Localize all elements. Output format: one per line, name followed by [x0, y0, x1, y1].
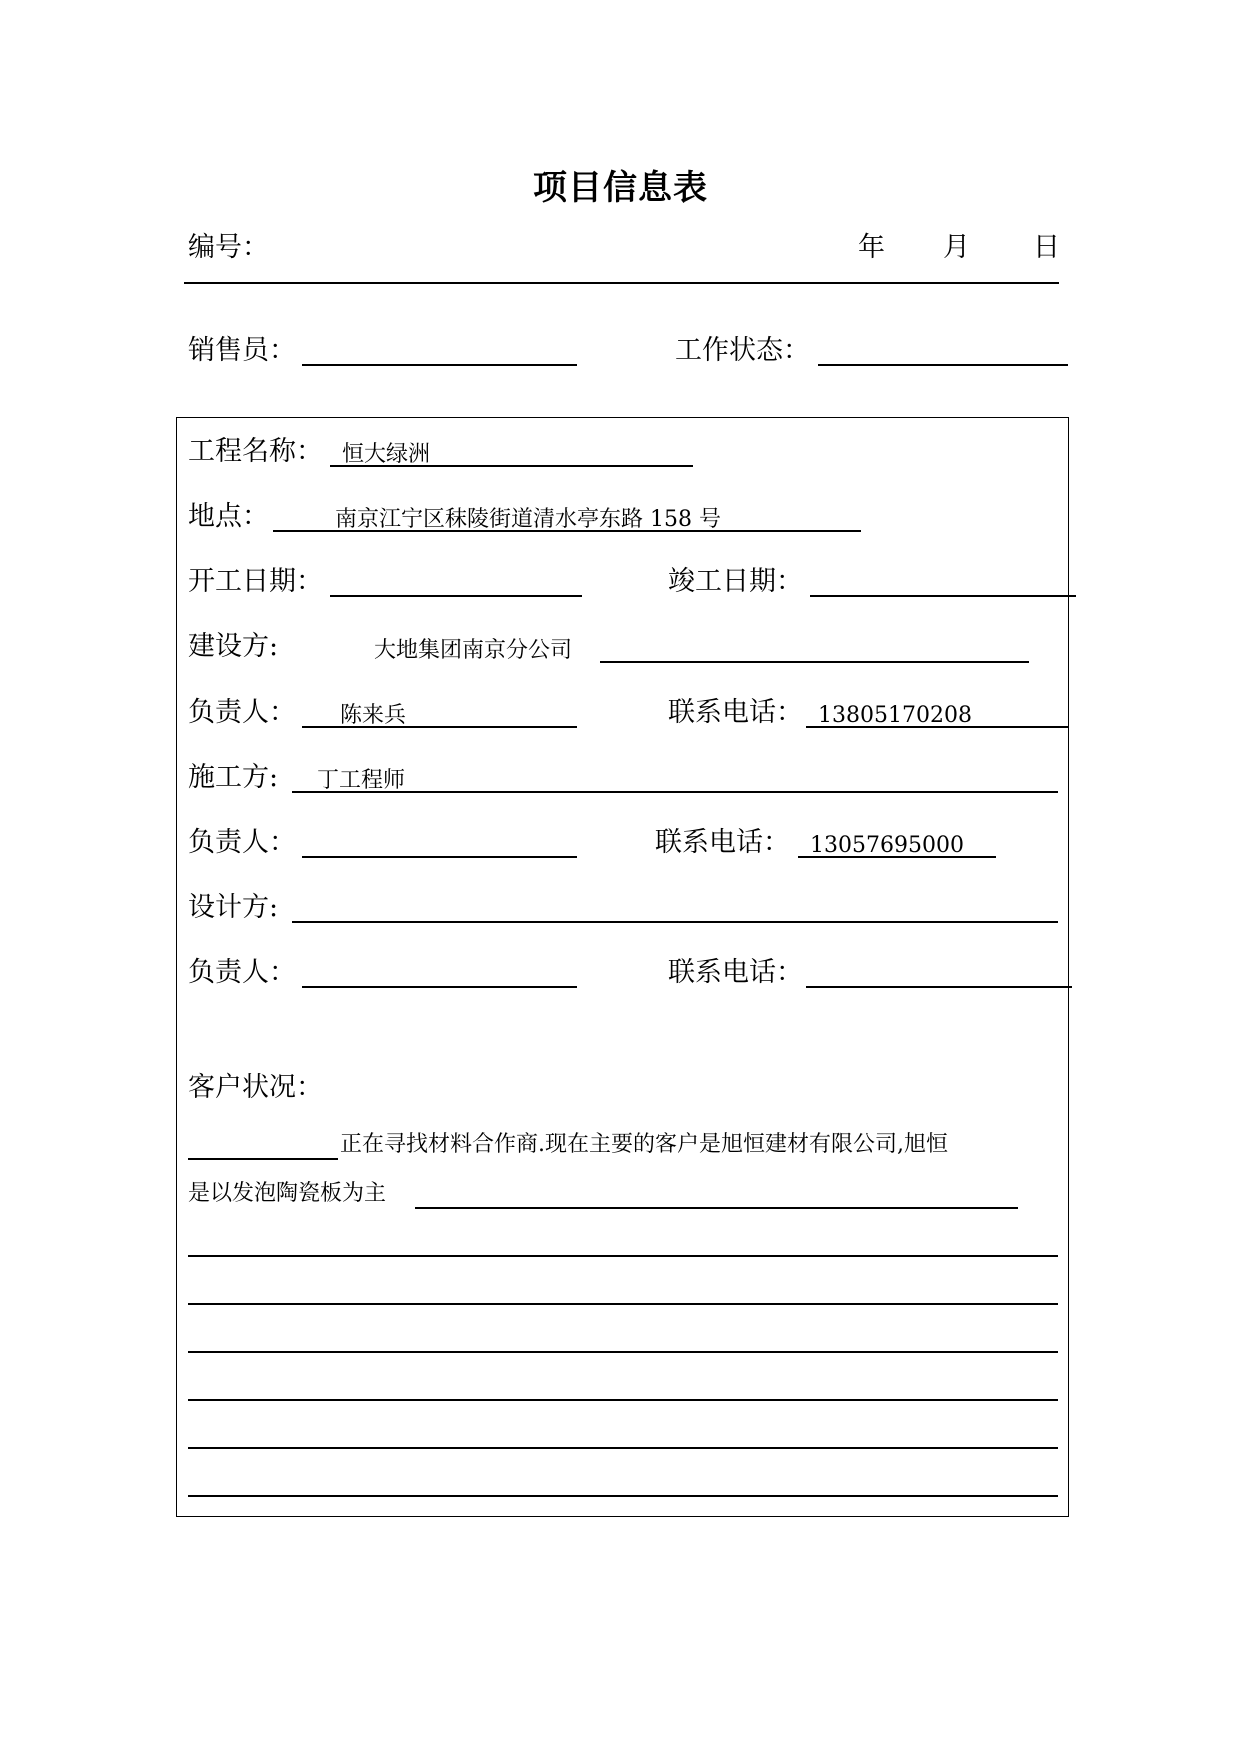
day-label: 日 — [1033, 232, 1060, 263]
constructor-value: 丁工程师 — [317, 768, 406, 793]
builder-label: 建设方: — [188, 631, 279, 662]
blank-line[interactable] — [188, 1447, 1058, 1449]
customer-status-indent-line — [188, 1158, 338, 1160]
constructor-field[interactable] — [292, 791, 1058, 793]
blank-line[interactable] — [188, 1351, 1058, 1353]
start-date-field[interactable] — [330, 595, 582, 597]
designer-label: 设计方: — [188, 892, 279, 923]
builder-contact-value: 陈来兵 — [340, 703, 407, 728]
salesperson-label: 销售员： — [188, 335, 296, 366]
start-date-label: 开工日期： — [188, 566, 323, 597]
builder-value: 大地集团南京分公司 — [374, 638, 573, 663]
builder-contact-field[interactable] — [302, 726, 577, 728]
customer-status-line2: 是以发泡陶瓷板为主 — [188, 1181, 387, 1206]
customer-status-field[interactable] — [415, 1207, 1018, 1209]
completion-date-field[interactable] — [810, 595, 1076, 597]
designer-contact-field[interactable] — [302, 986, 577, 988]
location-label: 地点： — [188, 501, 269, 532]
project-name-label: 工程名称： — [188, 436, 323, 467]
designer-phone-label: 联系电话： — [668, 957, 803, 988]
blank-line[interactable] — [188, 1495, 1058, 1497]
constructor-label: 施工方: — [188, 762, 279, 793]
year-label: 年 — [858, 232, 885, 263]
blank-line[interactable] — [188, 1303, 1058, 1305]
builder-phone-field[interactable] — [806, 726, 1068, 728]
blank-line[interactable] — [188, 1255, 1058, 1257]
location-field[interactable] — [273, 530, 861, 532]
customer-status-line1: 正在寻找材料合作商.现在主要的客户是旭恒建材有限公司,旭恒 — [340, 1132, 948, 1157]
designer-contact-label: 负责人： — [188, 957, 296, 988]
designer-phone-field[interactable] — [806, 986, 1072, 988]
blank-line[interactable] — [188, 1399, 1058, 1401]
location-value: 南京江宁区秣陵街道清水亭东路 158 号 — [335, 507, 721, 532]
builder-field[interactable] — [600, 661, 1029, 663]
completion-date-label: 竣工日期： — [668, 566, 803, 597]
builder-phone-value: 13805170208 — [818, 703, 972, 728]
month-label: 月 — [943, 232, 970, 263]
work-status-label: 工作状态： — [675, 335, 810, 366]
builder-phone-label: 联系电话： — [668, 697, 803, 728]
constructor-phone-label: 联系电话： — [655, 827, 790, 858]
constructor-phone-value: 13057695000 — [810, 833, 964, 858]
constructor-contact-field[interactable] — [302, 856, 577, 858]
constructor-phone-field[interactable] — [798, 856, 996, 858]
salesperson-field[interactable] — [302, 364, 577, 366]
project-name-value: 恒大绿洲 — [342, 442, 431, 467]
number-label: 编号： — [188, 232, 269, 263]
builder-contact-label: 负责人： — [188, 697, 296, 728]
project-name-field[interactable] — [330, 465, 693, 467]
page-title: 项目信息表 — [533, 168, 708, 208]
work-status-field[interactable] — [818, 364, 1068, 366]
header-divider — [184, 282, 1059, 284]
designer-field[interactable] — [292, 921, 1058, 923]
customer-status-label: 客户状况： — [188, 1072, 323, 1103]
constructor-contact-label: 负责人： — [188, 827, 296, 858]
